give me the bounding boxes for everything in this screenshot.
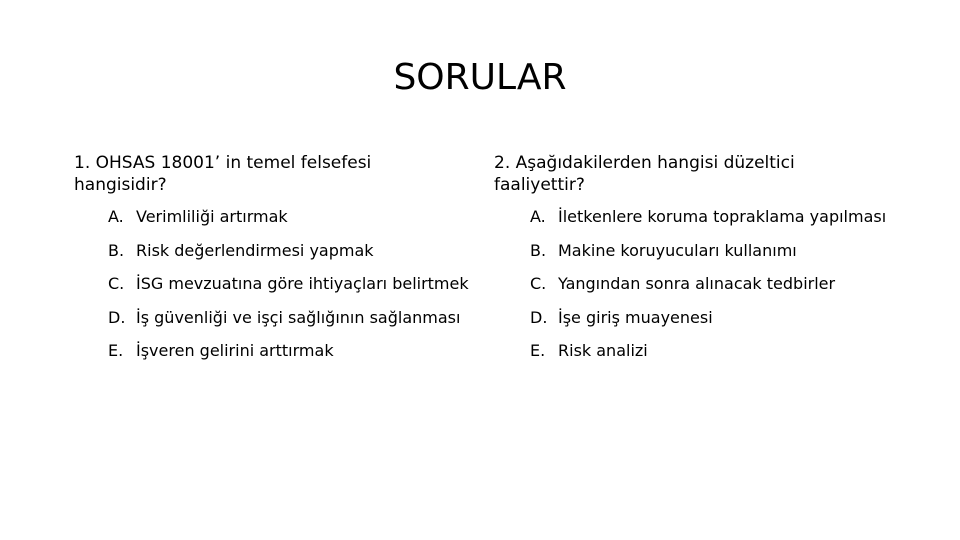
option-letter: E. xyxy=(108,341,124,360)
option-text: Verimliliği artırmak xyxy=(136,207,288,226)
option-letter: A. xyxy=(530,207,546,226)
question-1-options xyxy=(108,204,488,372)
option-2a xyxy=(530,204,930,238)
option-text: Risk değerlendirmesi yapmak xyxy=(136,240,374,260)
option-2d xyxy=(530,305,930,339)
option-letter: D. xyxy=(530,307,548,327)
option-text: Risk analizi xyxy=(558,341,648,360)
option-2c xyxy=(530,271,930,305)
option-letter: C. xyxy=(530,274,547,293)
option-text: İş güvenliği ve işçi sağlığının sağlanması xyxy=(136,307,461,327)
option-1e xyxy=(108,338,488,372)
option-letter: A. xyxy=(108,207,124,226)
option-text: Makine koruyucuları kullanımı xyxy=(558,240,797,260)
option-letter: B. xyxy=(530,240,547,260)
option-text: İşveren gelirini arttırmak xyxy=(136,341,334,360)
option-1b xyxy=(108,238,488,272)
option-text: Yangından sonra alınacak tedbirler xyxy=(558,274,836,293)
option-text: İşe giriş muayenesi xyxy=(558,307,713,327)
option-1c xyxy=(108,271,488,305)
option-letter: E. xyxy=(530,341,546,360)
slide-title: SORULAR xyxy=(393,57,567,98)
option-1d xyxy=(108,305,488,339)
option-1a xyxy=(108,204,488,238)
option-text: İletkenlere koruma topraklama yapılması xyxy=(558,207,887,226)
option-letter: C. xyxy=(108,274,125,293)
question-2-text: 2. Aşağıdakilerden hangisi düzeltici faaliyettir? xyxy=(494,153,795,195)
question-1-text: 1. OHSAS 18001’ in temel felsefesi hangisidir? xyxy=(74,153,372,195)
option-2b xyxy=(530,238,930,272)
question-2-options xyxy=(530,204,930,372)
option-text: İSG mevzuatına göre ihtiyaçları belirtmek xyxy=(136,274,469,293)
option-2e xyxy=(530,338,930,372)
option-letter: D. xyxy=(108,307,126,327)
option-letter: B. xyxy=(108,240,125,260)
